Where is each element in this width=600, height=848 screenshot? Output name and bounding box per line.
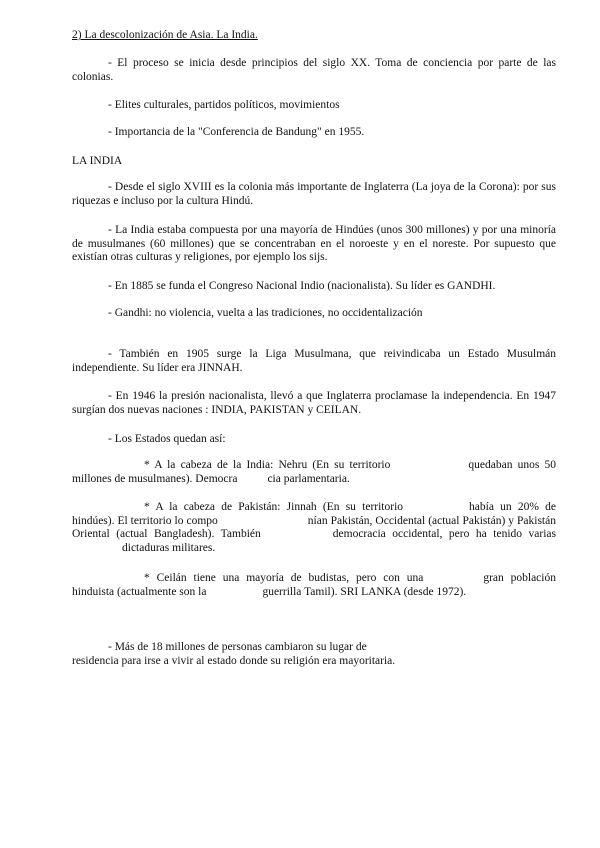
paragraph-gandhi: - Gandhi: no violencia, vuelta a las tradiciones, no occidentalización (108, 307, 423, 319)
section-heading: 2) La descolonización de Asia. La India. (72, 29, 258, 41)
paragraph-proceso: - El proceso se inicia desde principios del siglo XX. Toma de conciencia por parte de las colonias. (72, 57, 556, 83)
paragraph-liga-musulmana: - También en 1905 surge la Liga Musulmana, que reivindicaba un Estado Musulmán independiente. Su líder era JINNAH. (72, 348, 556, 374)
paragraph-ceilan: * Ceilán tiene una mayoría de budistas, pero con una gran población hinduista (actualmente son la guerrilla Tamil). SRI LANKA (desde 1972). (72, 572, 556, 598)
paragraph-migraciones: - Más de 18 millones de personas cambiaron su lugar de residencia para irse a vivir al estado donde su religión era mayoritaria. (72, 641, 396, 667)
paragraph-independencia: - En 1946 la presión nacionalista, llevó a que Inglaterra proclamase la independencia. En 1947 surgían dos nuevas naciones : INDIA, PAKISTAN y CEILAN. (72, 390, 556, 416)
paragraph-colonia: - Desde el siglo XVIII es la colonia más importante de Inglaterra (La joya de la Corona): por sus riquezas e incluso por la cultura Hindú. (72, 181, 556, 207)
paragraph-congreso: - En 1885 se funda el Congreso Nacional Indio (nacionalista). Su líder es GANDHI. (108, 280, 496, 292)
paragraph-estados: - Los Estados quedan así: (108, 433, 226, 445)
paragraph-composicion: - La India estaba compuesta por una mayoría de Hindúes (unos 300 millones) y por una minoría de musulmanes (60 millones) que se concentraban en el noroeste y en el noreste. Por supuesto que existían otras culturas y religiones, por ejemplo los sijs. (72, 224, 556, 263)
paragraph-elites: - Elites culturales, partidos políticos, movimientos (108, 99, 340, 111)
paragraph-pakistan-jinnah: * A la cabeza de Pakistán: Jinnah (En su territorio había un 20% de hindúes). El territorio lo compo nían Pakistán, Occidental (actual Pakistán) y Pakistán Oriental (actual Bangladesh). También democracia occidental, pero ha tenido variasdictaduras militares. (72, 501, 557, 554)
paragraph-india-nehru: * A la cabeza de la India: Nehru (En su territorio quedaban unos 50 millones de musulmanes). Democra cia parlamentaria. (72, 459, 556, 485)
subheading-la-india: LA INDIA (72, 155, 123, 167)
paragraph-bandung: - Importancia de la "Conferencia de Bandung" en 1955. (108, 126, 365, 138)
